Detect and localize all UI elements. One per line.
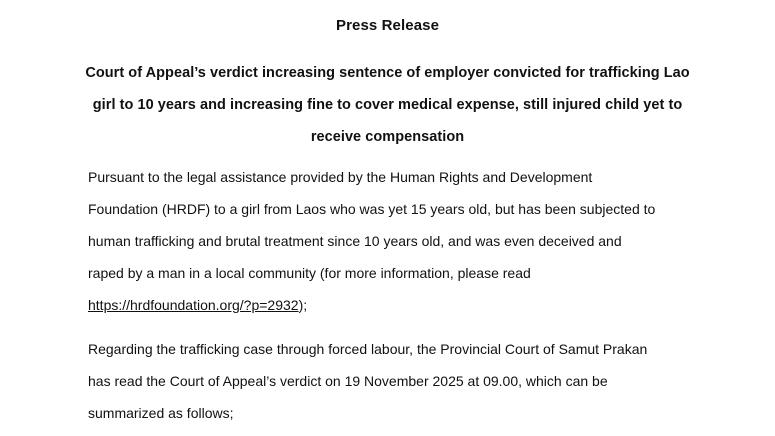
paragraph-line: Regarding the trafficking case through forced labour, the Provincial Court of Samut Prakan xyxy=(88,341,648,357)
document-title: Press Release xyxy=(335,17,440,34)
headline xyxy=(80,57,695,153)
headline-line: Court of Appeal’s verdict increasing sentence of employer convicted for trafficking Lao xyxy=(85,65,690,81)
hrdf-article-link[interactable]: https://hrdfoundation.org/?p=2932 xyxy=(88,297,299,313)
headline-line: girl to 10 years and increasing fine to cover medical expense, still injured child yet to xyxy=(92,97,683,113)
paragraph-line: summarized as follows; xyxy=(88,405,234,421)
paragraph-line: human trafficking and brutal treatment since 10 years old, and was even deceived and xyxy=(88,233,622,249)
paragraph-line: Foundation (HRDF) to a girl from Laos who was yet 15 years old, but has been subjected to xyxy=(88,201,656,217)
paragraph-line xyxy=(88,289,708,321)
paragraph-legal-assistance xyxy=(88,161,708,321)
paragraph-line: raped by a man in a local community (for more information, please read xyxy=(88,265,531,281)
link-suffix: ); xyxy=(298,297,308,313)
paragraph-line: has read the Court of Appeal’s verdict on 19 November 2025 at 09.00, which can be xyxy=(88,373,608,389)
headline-line: receive compensation xyxy=(310,129,465,145)
paragraph-line: Pursuant to the legal assistance provided by the Human Rights and Development xyxy=(88,169,593,185)
paragraph-court-verdict xyxy=(88,333,708,429)
